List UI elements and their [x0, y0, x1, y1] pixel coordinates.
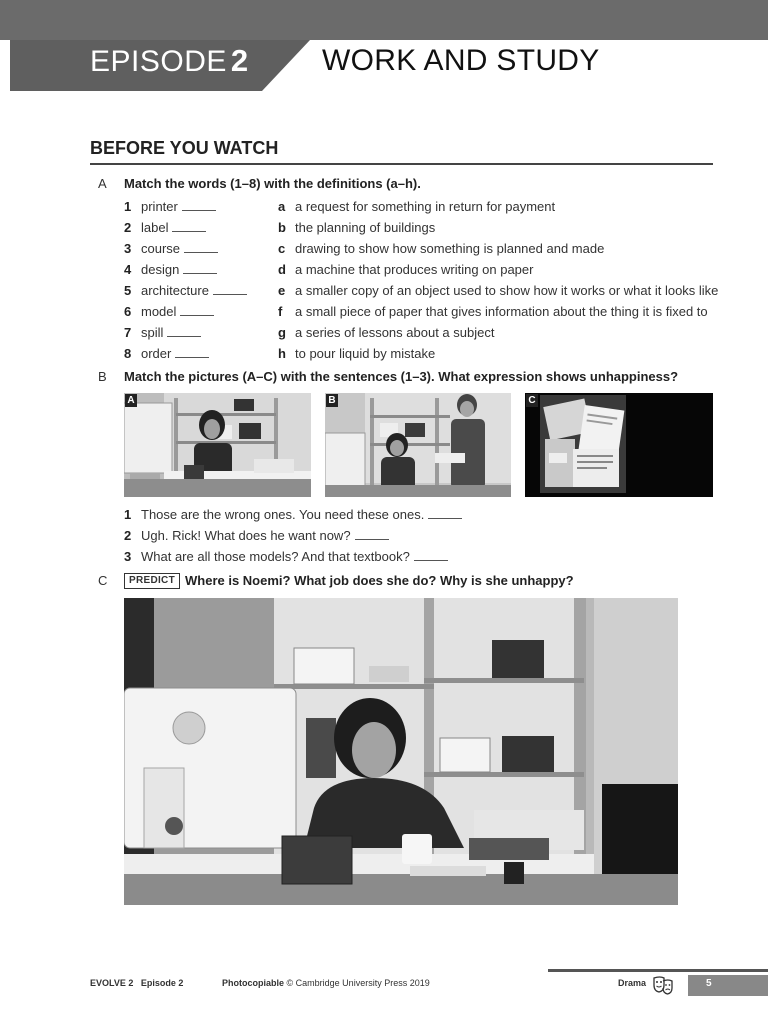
sentence-number: 3: [124, 549, 132, 564]
definition-text: to pour liquid by mistake: [295, 346, 436, 361]
word-number: 3: [124, 241, 132, 256]
coworkers-photo: [325, 393, 511, 497]
definition-letter: e: [278, 283, 286, 298]
word-item: [124, 238, 274, 259]
definition-letter: g: [278, 325, 286, 340]
definition-text: a series of lessons about a subject: [295, 325, 495, 340]
sentence-text: What are all those models? And that textbook?: [141, 549, 410, 564]
sentence-number: 1: [124, 507, 132, 522]
definition-item: [278, 238, 718, 259]
picture-tag: C: [526, 394, 538, 407]
definition-list: [278, 196, 718, 364]
sentence-text: Ugh. Rick! What does he want now?: [141, 528, 351, 543]
theater-masks-icon: [652, 975, 674, 995]
sentence-number: 2: [124, 528, 132, 543]
woman-at-desk-photo: [124, 598, 678, 905]
definition-item: [278, 343, 718, 364]
word-text: course: [141, 241, 181, 256]
answer-blank[interactable]: [184, 240, 218, 253]
exercise-b-letter: B: [98, 369, 107, 384]
episode-number: 2: [230, 43, 249, 78]
picture-b: [325, 393, 511, 497]
section-divider: [90, 163, 713, 165]
exercise-b-instruction: Match the pictures (A–C) with the sentences (1–3). What expression shows unhappiness?: [124, 369, 679, 384]
definition-letter: h: [278, 346, 286, 361]
exercise-a-letter: A: [98, 176, 107, 191]
definition-item: [278, 217, 718, 238]
unit-title: WORK AND STUDY: [322, 44, 600, 77]
definition-letter: a: [278, 199, 286, 214]
word-number: 5: [124, 283, 132, 298]
definition-text: a smaller copy of an object used to show how it works or what it looks like: [295, 283, 719, 298]
word-item: [124, 259, 274, 280]
word-item: [124, 217, 274, 238]
exercise-c-letter: C: [98, 573, 108, 588]
word-text: printer: [141, 199, 178, 214]
answer-blank[interactable]: [428, 506, 462, 519]
word-number: 1: [124, 199, 132, 214]
answer-blank[interactable]: [172, 219, 206, 232]
exercise-c-instruction: Where is Noemi? What job does she do? Why is she unhappy?: [185, 573, 574, 588]
word-list: [124, 196, 274, 364]
definition-item: [278, 196, 718, 217]
word-text: model: [141, 304, 177, 319]
definition-text: a small piece of paper that gives information about the thing it is fixed to: [295, 304, 708, 319]
definition-item: [278, 280, 718, 301]
word-number: 6: [124, 304, 132, 319]
word-number: 2: [124, 220, 132, 235]
word-item: [124, 343, 274, 364]
definition-letter: d: [278, 262, 286, 277]
word-text: design: [141, 262, 180, 277]
footer-book-info: [90, 978, 183, 988]
definition-item: [278, 259, 718, 280]
episode-title: [90, 41, 249, 81]
word-number: 4: [124, 262, 132, 277]
sentence-item: [124, 546, 462, 567]
answer-blank[interactable]: [414, 548, 448, 561]
picture-tag: A: [125, 394, 137, 407]
definition-letter: b: [278, 220, 286, 235]
footer-copyright: [222, 978, 430, 988]
definition-item: [278, 301, 718, 322]
definition-text: a request for something in return for payment: [295, 199, 556, 214]
picture-tag: B: [326, 394, 338, 407]
word-item: [124, 322, 274, 343]
definition-item: [278, 322, 718, 343]
footer-photocopiable: Photocopiable: [222, 978, 285, 988]
word-number: 7: [124, 325, 132, 340]
word-item: [124, 196, 274, 217]
sentence-item: [124, 504, 462, 525]
word-item: [124, 301, 274, 322]
word-text: order: [141, 346, 172, 361]
definition-text: a machine that produces writing on paper: [295, 262, 534, 277]
answer-blank[interactable]: [167, 324, 201, 337]
answer-blank[interactable]: [175, 345, 209, 358]
picture-c: [525, 393, 713, 497]
sentence-text: Those are the wrong ones. You need these ones.: [141, 507, 425, 522]
sentence-list: [124, 504, 462, 567]
definition-letter: c: [278, 241, 286, 256]
answer-blank[interactable]: [180, 303, 214, 316]
word-text: label: [141, 220, 169, 235]
footer-genre: Drama: [618, 978, 647, 988]
answer-blank[interactable]: [183, 261, 217, 274]
word-number: 8: [124, 346, 132, 361]
episode-label: EPISODE: [90, 45, 227, 78]
header-bar: [0, 0, 768, 40]
exercise-a-instruction: Match the words (1–8) with the definitions (a–h).: [124, 176, 421, 191]
section-heading: BEFORE YOU WATCH: [90, 138, 279, 158]
word-item: [124, 280, 274, 301]
page-number-tab: [688, 975, 768, 996]
footer-episode: Episode 2: [140, 978, 184, 988]
footer-book: EVOLVE 2: [90, 978, 134, 988]
documents-photo: [525, 393, 713, 497]
page-number: 5: [706, 978, 712, 989]
definition-letter: f: [278, 304, 283, 319]
footer-copyright-text: © Cambridge University Press 2019: [286, 978, 430, 988]
answer-blank[interactable]: [355, 527, 389, 540]
word-text: spill: [141, 325, 164, 340]
office-scene-photo: [124, 393, 311, 497]
answer-blank[interactable]: [213, 282, 247, 295]
predict-badge: PREDICT: [124, 573, 180, 589]
answer-blank[interactable]: [182, 198, 216, 211]
sentence-item: [124, 525, 462, 546]
picture-a: [124, 393, 311, 497]
main-photo: [124, 598, 678, 905]
footer-divider: [548, 969, 768, 972]
word-text: architecture: [141, 283, 209, 298]
definition-text: drawing to show how something is planned and made: [295, 241, 605, 256]
definition-text: the planning of buildings: [295, 220, 436, 235]
